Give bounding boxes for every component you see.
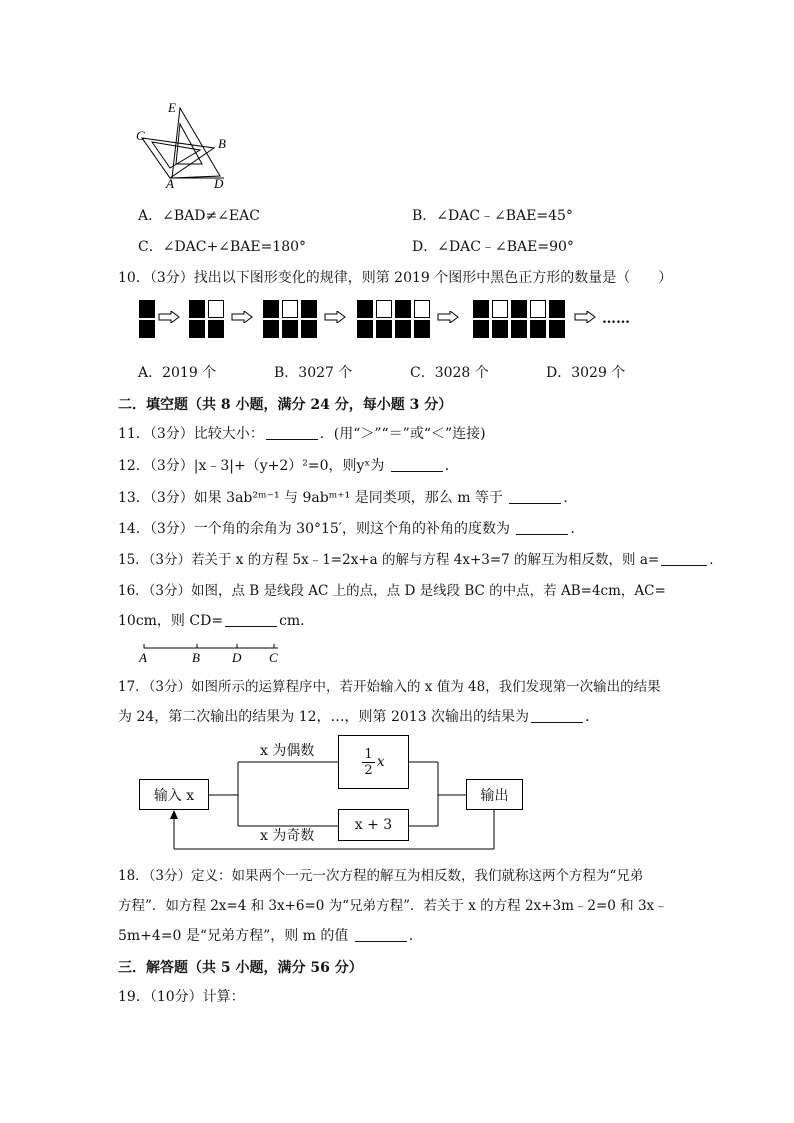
flow-odd-label: x 为奇数 <box>260 828 315 844</box>
q10-option-c: C．3028 个 <box>410 365 489 381</box>
q12-text-post: ． <box>444 458 459 474</box>
section3-title: 三．解答题（共 5 小题，满分 56 分） <box>118 960 363 976</box>
q10-ellipsis: …… <box>602 311 630 327</box>
q17-text: 为 24，第二次输出的结果为 12，…，则第 2013 次输出的结果为 <box>118 709 530 725</box>
q18-line2: 方程”．如方程 2x=4 和 3x+6=0 为“兄弟方程”．若关于 x 的方程 2x+3m﹣2=0 和 3x﹣ <box>118 898 668 914</box>
q18-line3 <box>118 926 423 946</box>
flow-half-box <box>338 735 409 789</box>
q16-line1: 16．（3分）如图，点 B 是线段 AC 上的点，点 D 是线段 BC 的中点，若 AB=4cm，AC= <box>118 583 666 599</box>
q15-text-post: ． <box>709 552 723 568</box>
q16-point-b: B <box>192 650 200 665</box>
q16-text: 10cm，则 CD= <box>118 613 224 629</box>
q18-line1: 18．（3分）定义：如果两个一元一次方程的解互为相反数，我们就称这两个方程为“兄弟 <box>118 868 644 884</box>
q15-text: 15．（3分）若关于 x 的方程 5x﹣1=2x+a 的解与方程 4x+3=7 的解互为相反数，则 a= <box>118 552 660 568</box>
q16-point-c: C <box>269 650 278 665</box>
q9-option-d: D．∠DAC﹣∠BAE=90° <box>412 239 574 255</box>
q10-option-a: A．2019 个 <box>138 365 217 381</box>
fig9-label-a: A <box>166 176 174 191</box>
q18-text-post: ． <box>408 928 423 944</box>
section2-title: 二．填空题（共 8 小题，满分 24 分，每小题 3 分） <box>118 397 453 413</box>
q17-line1: 17．（3分）如图所示的运算程序中，若开始输入的 x 值为 48，我们发现第一次输出的结果 <box>118 679 661 695</box>
fig9-label-c: C <box>136 128 145 143</box>
q9-option-c: C．∠DAC+∠BAE=180° <box>138 239 307 255</box>
flow-input-box: 输入 x <box>139 779 209 810</box>
q18-text: 5m+4=0 是“兄弟方程”，则 m 的值 <box>118 928 349 944</box>
q10-stem: 10．（3分）找出以下图形变化的规律，则第 2019 个图形中黑色正方形的数量是（ ） <box>118 270 673 286</box>
fig9-label-e: E <box>168 100 176 115</box>
flow-half-numerator: 1 <box>364 746 373 762</box>
flow-output-box: 输出 <box>466 779 523 810</box>
q13-text-post: ． <box>563 490 578 506</box>
q12-text: 12．（3分）|x﹣3|+（y+2）²=0，则yˣ为 <box>118 458 385 474</box>
q16-text-post: cm． <box>279 613 315 629</box>
q14-text: 14．（3分）一个角的余角为 30°15′，则这个角的补角的度数为 <box>118 521 510 537</box>
flow-even-label: x 为偶数 <box>260 743 315 759</box>
fig9-label-d: D <box>214 176 224 191</box>
q16-point-d: D <box>232 650 242 665</box>
q11-text: 11．（3分）比较大小： <box>118 426 264 442</box>
q10-option-b: B．3027 个 <box>274 365 353 381</box>
q16-point-a: A <box>139 650 147 665</box>
flow-plus3-box: x + 3 <box>338 809 409 841</box>
q10-option-d: D．3029 个 <box>546 365 626 381</box>
q9-option-a: A．∠BAD≠∠EAC <box>138 208 260 224</box>
q13-text: 13．（3分）如果 3ab²ᵐ⁻¹ 与 9abᵐ⁺¹ 是同类项，那么 m 等于 <box>118 490 503 506</box>
flow-half-denominator: 2 <box>364 762 373 778</box>
fig9-label-b: B <box>218 136 226 151</box>
flow-half-variable: x <box>376 754 385 770</box>
q17-text-post: ． <box>585 709 600 725</box>
q11-text-post: ．(用“＞”“＝”或“＜”连接) <box>319 426 486 442</box>
q19-stem: 19．（10分）计算： <box>118 989 245 1005</box>
q14-text-post: ． <box>570 521 585 537</box>
q18-blank <box>355 927 407 942</box>
q9-option-b: B．∠DAC﹣∠BAE=45° <box>412 208 573 224</box>
